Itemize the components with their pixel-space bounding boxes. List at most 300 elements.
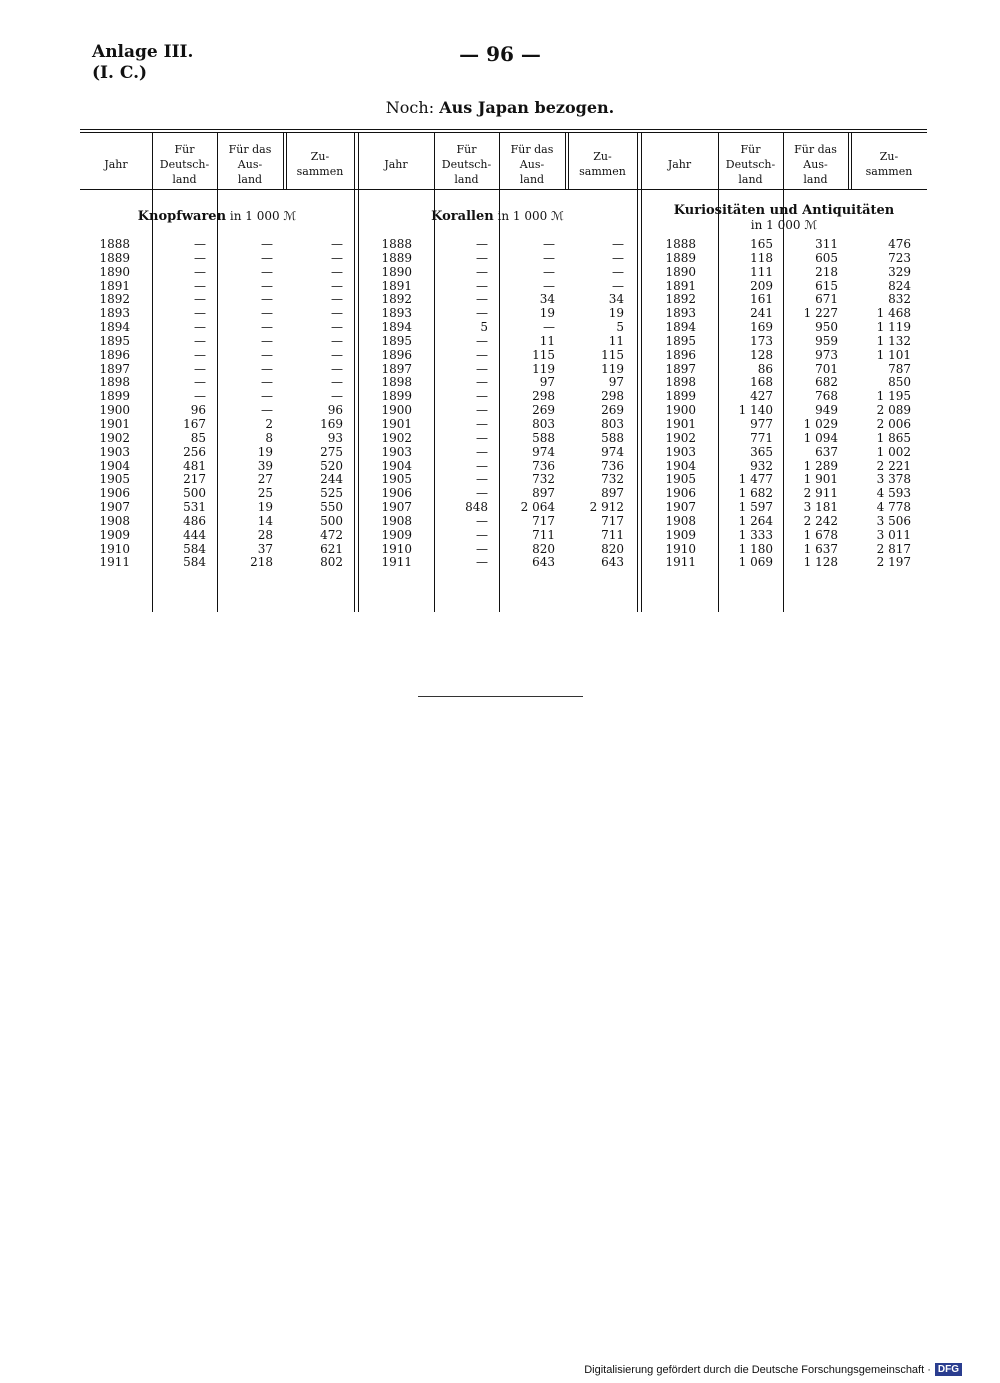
table-cell: — xyxy=(331,278,343,293)
table-cell: 2 221 xyxy=(876,458,911,473)
table-cell: 1900 xyxy=(99,403,130,418)
table-cell: 19 xyxy=(257,500,273,515)
table-cell: 897 xyxy=(601,486,624,501)
table-cell: 1899 xyxy=(381,389,412,404)
table-cell: 1 637 xyxy=(803,541,838,556)
table-cell: — xyxy=(194,278,206,293)
table-cell: 1 132 xyxy=(876,333,911,348)
table-cell: 1898 xyxy=(381,375,412,390)
table-cell: 1911 xyxy=(665,555,696,570)
table-cell: — xyxy=(261,375,273,390)
table-cell: 1895 xyxy=(99,333,130,348)
table-cell: 25 xyxy=(257,486,273,501)
table-cell: — xyxy=(331,389,343,404)
table-cell: 1 128 xyxy=(803,555,838,570)
table-cell: 1909 xyxy=(665,527,696,542)
table-cell: 34 xyxy=(539,292,555,307)
table-cell: 1910 xyxy=(381,541,412,556)
table-cell: 637 xyxy=(815,444,838,459)
table-cell: 256 xyxy=(183,444,206,459)
table-cell: — xyxy=(331,333,343,348)
table-cell: 444 xyxy=(183,527,206,542)
table-cell: 1896 xyxy=(665,347,696,362)
table-cell: — xyxy=(261,264,273,279)
table-cell: 736 xyxy=(601,458,624,473)
table-cell: — xyxy=(476,361,488,376)
table-cell: — xyxy=(476,513,488,528)
table-cell: 1 140 xyxy=(738,403,773,418)
dfg-logo-icon: DFG xyxy=(935,1363,962,1376)
table-cell: 1905 xyxy=(665,472,696,487)
table-cell: 1894 xyxy=(381,320,412,335)
table-cell: — xyxy=(261,306,273,321)
table-cell: — xyxy=(612,250,624,265)
table-cell: 977 xyxy=(750,416,773,431)
table-cell: 820 xyxy=(601,541,624,556)
table-cell: 1890 xyxy=(381,264,412,279)
table-cell: 85 xyxy=(190,430,206,445)
table-cell: 86 xyxy=(757,361,773,376)
annex-title: Anlage III. xyxy=(92,42,194,62)
table-cell: — xyxy=(331,250,343,265)
table-cell: 1 901 xyxy=(803,472,838,487)
table-cell: 1 101 xyxy=(876,347,911,362)
table-cell: 500 xyxy=(183,486,206,501)
table-cell: 1 264 xyxy=(738,513,773,528)
table-cell: 115 xyxy=(601,347,624,362)
table-cell: 1905 xyxy=(381,472,412,487)
table-cell: 1894 xyxy=(99,320,130,335)
table-cell: 1901 xyxy=(665,416,696,431)
table-cell: — xyxy=(476,458,488,473)
table-cell: — xyxy=(331,375,343,390)
footer-text: Digitalisierung gefördert durch die Deutsche Forschungsgemeinschaft · xyxy=(584,1363,931,1376)
table-cell: 1 468 xyxy=(876,306,911,321)
table-cell: — xyxy=(476,237,488,251)
table-cell: — xyxy=(331,306,343,321)
closing-rule xyxy=(418,696,583,697)
table-cell: 1 002 xyxy=(876,444,911,459)
table-cell: 244 xyxy=(320,472,343,487)
table-cell: — xyxy=(543,278,555,293)
table-cell: 2 911 xyxy=(803,486,838,501)
table-cell: 2 064 xyxy=(520,500,555,515)
table-cell: 1899 xyxy=(665,389,696,404)
table-cell: — xyxy=(543,237,555,251)
header-jahr: Jahr xyxy=(104,157,128,171)
table-cell: — xyxy=(476,375,488,390)
table-cell: 241 xyxy=(750,306,773,321)
table-cell: 1893 xyxy=(99,306,130,321)
table-cell: 1896 xyxy=(99,347,130,362)
table-cell: — xyxy=(476,527,488,542)
table-cell: 5 xyxy=(616,320,624,335)
table-cell: 481 xyxy=(183,458,206,473)
table-cell: 1909 xyxy=(99,527,130,542)
table-cell: 1907 xyxy=(665,500,696,515)
table-cell: — xyxy=(476,347,488,362)
table-cell: 832 xyxy=(888,292,911,307)
table-cell: 1 094 xyxy=(803,430,838,445)
table-cell: — xyxy=(194,347,206,362)
table-cell: 1 333 xyxy=(738,527,773,542)
table-cell: 500 xyxy=(320,513,343,528)
statistics-table xyxy=(80,129,927,613)
table-cell: 1 678 xyxy=(803,527,838,542)
table-cell: — xyxy=(476,541,488,556)
table-cell: — xyxy=(476,403,488,418)
table-cell: 115 xyxy=(532,347,555,362)
table-cell: 1893 xyxy=(381,306,412,321)
table-cell: 802 xyxy=(320,555,343,570)
table-cell: 959 xyxy=(815,333,838,348)
table-cell: 1902 xyxy=(99,430,130,445)
header-fuer-ausland: Für das Aus- land xyxy=(510,142,554,186)
table-cell: 28 xyxy=(257,527,273,542)
table-cell: 1898 xyxy=(99,375,130,390)
col-divider xyxy=(565,133,566,189)
table-cell: 621 xyxy=(320,541,343,556)
table-cell: 520 xyxy=(320,458,343,473)
table-cell: — xyxy=(476,292,488,307)
table-cell: 269 xyxy=(532,403,555,418)
table-cell: 275 xyxy=(320,444,343,459)
table-cell: 974 xyxy=(601,444,624,459)
table-cell: 165 xyxy=(750,237,773,251)
table-cell: 1896 xyxy=(381,347,412,362)
table-cell: 1897 xyxy=(381,361,412,376)
years-column xyxy=(80,238,130,570)
zusammen-column xyxy=(568,238,624,570)
table-cell: 1895 xyxy=(665,333,696,348)
table-cell: 848 xyxy=(465,500,488,515)
table-cell: 771 xyxy=(750,430,773,445)
table-cell: 1904 xyxy=(381,458,412,473)
table-cell: — xyxy=(612,237,624,251)
table-cell: 1 865 xyxy=(876,430,911,445)
table-cell: 97 xyxy=(608,375,624,390)
table-cell: 169 xyxy=(320,416,343,431)
deutschland-column xyxy=(152,238,206,570)
header-fuer-ausland: Für das Aus- land xyxy=(228,142,272,186)
table-cell: — xyxy=(476,250,488,265)
table-cell: 161 xyxy=(750,292,773,307)
table-cell: 5 xyxy=(480,320,488,335)
table-cell: 1910 xyxy=(665,541,696,556)
header-fuer-deutschland: Für Deutsch- land xyxy=(725,142,776,186)
table-cell: — xyxy=(194,333,206,348)
table-cell: 1906 xyxy=(99,486,130,501)
table-cell: 2 197 xyxy=(876,555,911,570)
table-cell: 736 xyxy=(532,458,555,473)
table-cell: — xyxy=(476,306,488,321)
top-rule xyxy=(80,129,927,130)
zusammen-column xyxy=(286,238,343,570)
table-cell: 711 xyxy=(532,527,555,542)
table-cell: 1900 xyxy=(665,403,696,418)
table-cell: — xyxy=(331,264,343,279)
table-cell: 1903 xyxy=(99,444,130,459)
header-jahr: Jahr xyxy=(667,157,692,171)
table-cell: 427 xyxy=(750,389,773,404)
top-rule-inner xyxy=(80,132,927,133)
table-cell: 1890 xyxy=(99,264,130,279)
table-cell: 1888 xyxy=(99,237,130,251)
table-cell: 1889 xyxy=(99,250,130,265)
table-cell: 2 242 xyxy=(803,513,838,528)
table-cell: 1904 xyxy=(665,458,696,473)
table-cell: 1 180 xyxy=(738,541,773,556)
table-cell: 19 xyxy=(539,306,555,321)
table-cell: 643 xyxy=(601,555,624,570)
table-cell: 1 069 xyxy=(738,555,773,570)
header-zusammen: Zu- sammen xyxy=(865,150,913,178)
table-cell: — xyxy=(261,278,273,293)
table-cell: 1 477 xyxy=(738,472,773,487)
table-cell: 1901 xyxy=(381,416,412,431)
table-cell: 588 xyxy=(601,430,624,445)
table-cell: — xyxy=(612,278,624,293)
table-cell: — xyxy=(476,416,488,431)
table-cell: 605 xyxy=(815,250,838,265)
table-cell: 1908 xyxy=(665,513,696,528)
table-cell: 1903 xyxy=(381,444,412,459)
table-cell: 2 817 xyxy=(876,541,911,556)
table-cell: 3 506 xyxy=(876,513,911,528)
page-subtitle xyxy=(0,98,1000,117)
table-cell: 1888 xyxy=(665,237,696,251)
table-cell: 119 xyxy=(532,361,555,376)
table-cell: 615 xyxy=(815,278,838,293)
table-cell: — xyxy=(261,361,273,376)
table-cell: 897 xyxy=(532,486,555,501)
table-cell: 3 181 xyxy=(803,500,838,515)
table-cell: 949 xyxy=(815,403,838,418)
years-column xyxy=(358,238,412,570)
table-cell: 1908 xyxy=(381,513,412,528)
ausland-column xyxy=(499,238,555,570)
table-cell: 27 xyxy=(257,472,273,487)
table-cell: 974 xyxy=(532,444,555,459)
ausland-column xyxy=(217,238,273,570)
table-cell: — xyxy=(261,292,273,307)
table-cell: — xyxy=(261,250,273,265)
table-cell: 1909 xyxy=(381,527,412,542)
table-cell: 1898 xyxy=(665,375,696,390)
table-cell: 1910 xyxy=(99,541,130,556)
table-cell: 1894 xyxy=(665,320,696,335)
table-cell: 1901 xyxy=(99,416,130,431)
section-title-kuriositaeten: Kuriositäten und Antiquitäten in 1 000 ℳ xyxy=(673,203,895,232)
table-cell: 588 xyxy=(532,430,555,445)
table-cell: — xyxy=(331,361,343,376)
table-cell: — xyxy=(194,361,206,376)
header-jahr: Jahr xyxy=(384,157,408,171)
table-cell: 1905 xyxy=(99,472,130,487)
table-cell: 128 xyxy=(750,347,773,362)
table-cell: 329 xyxy=(888,264,911,279)
table-cell: 217 xyxy=(183,472,206,487)
table-cell: — xyxy=(194,375,206,390)
header-zusammen: Zu- sammen xyxy=(296,150,344,178)
table-cell: 167 xyxy=(183,416,206,431)
table-cell: — xyxy=(261,403,273,418)
table-cell: 1889 xyxy=(665,250,696,265)
table-cell: 1892 xyxy=(99,292,130,307)
table-cell: — xyxy=(476,333,488,348)
table-cell: 1897 xyxy=(99,361,130,376)
table-cell: 3 011 xyxy=(876,527,911,542)
table-cell: 96 xyxy=(327,403,343,418)
table-cell: 1904 xyxy=(99,458,130,473)
years-column xyxy=(641,238,696,570)
table-cell: 8 xyxy=(265,430,273,445)
table-cell: 209 xyxy=(750,278,773,293)
table-cell: — xyxy=(476,389,488,404)
table-cell: 1891 xyxy=(665,278,696,293)
ausland-column xyxy=(783,238,838,570)
table-cell: 298 xyxy=(532,389,555,404)
table-cell: 2 xyxy=(265,416,273,431)
table-cell: 3 378 xyxy=(876,472,911,487)
table-cell: — xyxy=(612,264,624,279)
section-title-knopfwaren: Knopfwaren in 1 000 ℳ xyxy=(137,209,297,224)
table-cell: 584 xyxy=(183,555,206,570)
table-cell: — xyxy=(194,250,206,265)
table-cell: 1902 xyxy=(665,430,696,445)
table-cell: — xyxy=(261,237,273,251)
table-cell: 932 xyxy=(750,458,773,473)
table-cell: 803 xyxy=(532,416,555,431)
table-cell: 218 xyxy=(815,264,838,279)
table-cell: 34 xyxy=(608,292,624,307)
table-cell: 19 xyxy=(608,306,624,321)
table-cell: 803 xyxy=(601,416,624,431)
table-cell: 1 029 xyxy=(803,416,838,431)
table-cell: — xyxy=(194,306,206,321)
table-cell: 643 xyxy=(532,555,555,570)
col-divider xyxy=(848,133,849,189)
table-cell: 1899 xyxy=(99,389,130,404)
table-cell: 1900 xyxy=(381,403,412,418)
table-cell: 269 xyxy=(601,403,624,418)
header-fuer-deutschland: Für Deutsch- land xyxy=(441,142,492,186)
table-cell: 1893 xyxy=(665,306,696,321)
table-cell: 531 xyxy=(183,500,206,515)
deutschland-column xyxy=(718,238,773,570)
table-cell: 37 xyxy=(257,541,273,556)
deutschland-column xyxy=(434,238,488,570)
table-cell: 584 xyxy=(183,541,206,556)
table-cell: 119 xyxy=(601,361,624,376)
table-cell: 671 xyxy=(815,292,838,307)
table-cell: 1906 xyxy=(381,486,412,501)
table-cell: 1911 xyxy=(99,555,130,570)
table-cell: 4 593 xyxy=(876,486,911,501)
table-cell: 1911 xyxy=(381,555,412,570)
table-cell: 1897 xyxy=(665,361,696,376)
table-cell: 311 xyxy=(815,237,838,251)
table-cell: 1902 xyxy=(381,430,412,445)
table-cell: — xyxy=(476,555,488,570)
table-cell: — xyxy=(194,264,206,279)
table-cell: — xyxy=(543,264,555,279)
table-cell: 717 xyxy=(601,513,624,528)
table-cell: 732 xyxy=(601,472,624,487)
table-cell: 1 195 xyxy=(876,389,911,404)
table-cell: — xyxy=(194,292,206,307)
table-cell: — xyxy=(476,472,488,487)
table-cell: 1892 xyxy=(381,292,412,307)
table-cell: 732 xyxy=(532,472,555,487)
table-cell: 723 xyxy=(888,250,911,265)
table-cell: — xyxy=(543,250,555,265)
table-cell: 717 xyxy=(532,513,555,528)
table-cell: 1895 xyxy=(381,333,412,348)
table-cell: — xyxy=(331,292,343,307)
table-cell: 4 778 xyxy=(876,500,911,515)
header-zusammen: Zu- sammen xyxy=(579,150,626,178)
table-cell: 11 xyxy=(608,333,624,348)
table-cell: — xyxy=(261,347,273,362)
table-cell: 19 xyxy=(257,444,273,459)
table-cell: 1889 xyxy=(381,250,412,265)
table-cell: 168 xyxy=(750,375,773,390)
table-cell: — xyxy=(476,486,488,501)
table-cell: — xyxy=(331,237,343,251)
table-cell: 950 xyxy=(815,320,838,335)
table-cell: 173 xyxy=(750,333,773,348)
page-number: — 96 — xyxy=(459,42,541,66)
table-cell: 1 597 xyxy=(738,500,773,515)
table-cell: 787 xyxy=(888,361,911,376)
table-cell: — xyxy=(194,237,206,251)
header-fuer-ausland: Für das Aus- land xyxy=(794,142,837,186)
table-cell: — xyxy=(543,320,555,335)
table-cell: 1891 xyxy=(99,278,130,293)
table-cell: 2 006 xyxy=(876,416,911,431)
annex-subtitle: (I. C.) xyxy=(92,63,148,83)
table-cell: 1908 xyxy=(99,513,130,528)
table-cell: 973 xyxy=(815,347,838,362)
table-cell: 14 xyxy=(257,513,273,528)
table-cell: 820 xyxy=(532,541,555,556)
table-cell: 1888 xyxy=(381,237,412,251)
table-cell: — xyxy=(261,389,273,404)
table-cell: 472 xyxy=(320,527,343,542)
zusammen-column xyxy=(851,238,911,570)
table-cell: 850 xyxy=(888,375,911,390)
table-cell: 1 227 xyxy=(803,306,838,321)
table-cell: 768 xyxy=(815,389,838,404)
table-cell: 550 xyxy=(320,500,343,515)
table-cell: 486 xyxy=(183,513,206,528)
subtitle-prefix: Noch: xyxy=(385,98,435,117)
table-cell: 169 xyxy=(750,320,773,335)
section-title-korallen: Korallen in 1 000 ℳ xyxy=(431,209,564,224)
table-cell: 682 xyxy=(815,375,838,390)
table-cell: 824 xyxy=(888,278,911,293)
table-cell: 1907 xyxy=(99,500,130,515)
table-cell: 1906 xyxy=(665,486,696,501)
table-cell: 2 089 xyxy=(876,403,911,418)
footer xyxy=(584,1363,962,1376)
table-cell: 93 xyxy=(327,430,343,445)
table-cell: — xyxy=(331,320,343,335)
table-cell: 39 xyxy=(257,458,273,473)
table-cell: 711 xyxy=(601,527,624,542)
subtitle-main: Aus Japan bezogen. xyxy=(439,98,615,117)
